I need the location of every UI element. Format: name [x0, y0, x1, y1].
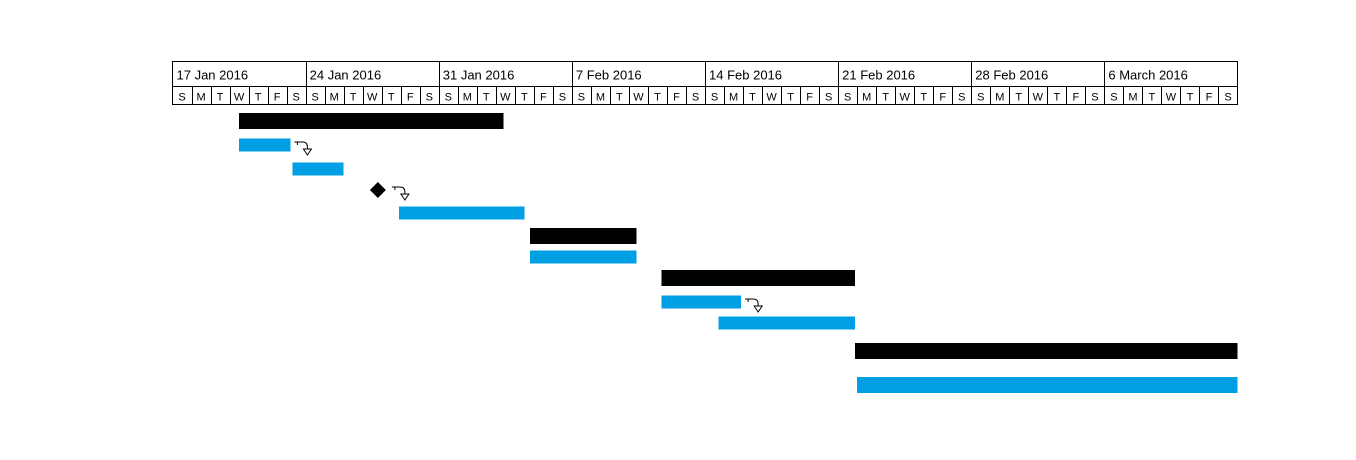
day-label: W: [500, 91, 511, 104]
summary-bar: [239, 113, 503, 129]
week-label: 14 Feb 2016: [709, 67, 783, 83]
day-label: S: [710, 91, 719, 104]
day-label: F: [1072, 91, 1080, 104]
day-label: T: [254, 91, 262, 104]
day-label: S: [843, 91, 852, 104]
day-label: T: [482, 91, 490, 104]
day-label: W: [366, 91, 378, 104]
day-label: T: [787, 91, 794, 104]
summary-bar: [661, 270, 855, 286]
week-label: 31 Jan 2016: [442, 67, 515, 83]
day-label: T: [749, 91, 756, 104]
day-label: T: [216, 91, 224, 104]
day-label: S: [425, 91, 433, 104]
day-label: M: [1128, 91, 1138, 104]
task-bar: [399, 207, 525, 220]
day-label: F: [406, 91, 414, 104]
day-label: S: [958, 91, 966, 104]
timeline-header: [173, 62, 1238, 105]
day-label: F: [273, 91, 281, 104]
day-label: F: [1205, 91, 1213, 104]
day-label: W: [633, 91, 644, 104]
day-label: T: [920, 91, 928, 104]
dependency-arrowhead: [754, 306, 762, 312]
dependency-arrowhead: [303, 149, 311, 155]
day-label: S: [292, 91, 300, 104]
day-label: S: [977, 91, 985, 104]
day-label: F: [939, 91, 947, 104]
day-label: T: [616, 91, 623, 104]
day-label: T: [1053, 91, 1061, 104]
summary-bar: [530, 228, 637, 244]
day-label: S: [1110, 91, 1118, 104]
week-label: 28 Feb 2016: [975, 67, 1049, 83]
day-label: M: [862, 91, 872, 104]
day-label: M: [329, 91, 339, 104]
day-label: M: [995, 91, 1005, 104]
day-label: S: [691, 91, 700, 104]
day-label: M: [196, 91, 206, 104]
day-label: S: [558, 91, 567, 104]
day-label: T: [1015, 91, 1023, 104]
day-label: S: [311, 91, 319, 104]
day-label: S: [444, 91, 452, 104]
task-bar: [718, 317, 855, 330]
day-label: T: [1186, 91, 1194, 104]
day-label: W: [1032, 91, 1044, 104]
week-label: 24 Jan 2016: [309, 67, 382, 83]
task-bar: [292, 163, 343, 176]
task-bar: [239, 139, 290, 152]
day-label: S: [1224, 91, 1232, 104]
day-label: W: [233, 91, 245, 104]
day-label: M: [728, 91, 739, 104]
day-label: F: [806, 91, 813, 104]
task-bar: [857, 377, 1237, 393]
day-label: W: [766, 91, 777, 104]
day-label: T: [387, 91, 395, 104]
day-label: F: [539, 91, 547, 104]
day-label: S: [1091, 91, 1099, 104]
task-bar: [661, 296, 741, 309]
day-label: T: [882, 91, 890, 104]
day-label: W: [1165, 91, 1177, 104]
dependency-arrowhead: [401, 194, 409, 200]
week-label: 17 Jan 2016: [176, 67, 249, 83]
day-label: W: [899, 91, 910, 104]
summary-bar: [855, 343, 1237, 359]
day-label: M: [595, 91, 605, 104]
day-label: T: [349, 91, 357, 104]
week-label: 21 Feb 2016: [842, 67, 916, 83]
week-label: 6 March 2016: [1108, 67, 1188, 83]
day-label: S: [577, 91, 586, 104]
day-label: M: [462, 91, 472, 104]
day-label: T: [1148, 91, 1156, 104]
day-label: S: [178, 91, 186, 104]
task-bar: [530, 251, 637, 264]
day-label: S: [824, 91, 833, 104]
task-bars: [239, 113, 1237, 393]
day-label: T: [520, 91, 528, 104]
day-label: F: [673, 91, 680, 104]
day-label: T: [654, 91, 661, 104]
milestone-diamond: [370, 182, 386, 198]
week-label: 7 Feb 2016: [575, 67, 642, 83]
